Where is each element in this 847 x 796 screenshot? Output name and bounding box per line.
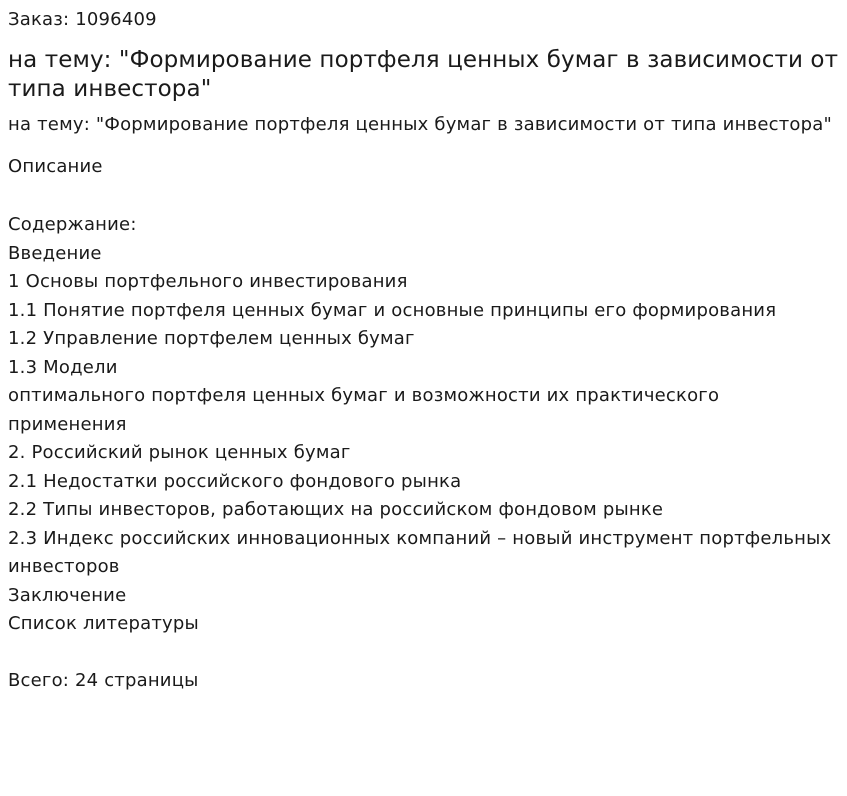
order-number: Заказ: 1096409 — [8, 9, 157, 30]
contents-spacer — [8, 639, 839, 668]
contents-item-1-1: 1.1 Понятие портфеля ценных бумаг и основные принципы его формирования — [8, 299, 777, 321]
contents-item-2-1: 2.1 Недостатки российского фондового рынка — [8, 470, 462, 492]
contents-item-bibliography: Список литературы — [8, 613, 199, 634]
contents-item-2: 2. Российский рынок ценных бумаг — [8, 442, 351, 463]
contents-item-1-2: 1.2 Управление портфелем ценных бумаг — [8, 328, 415, 349]
document-title: на тему: "Формирование портфеля ценных бумаг в зависимости от типа инвестора" — [8, 47, 839, 102]
contents-heading: Содержание: — [8, 214, 137, 235]
contents-item-1-3-continued: оптимального портфеля ценных бумаг и возможности их практического применения — [8, 385, 720, 435]
contents-item-1-3: 1.3 Модели — [8, 356, 118, 378]
document-subtitle: на тему: "Формирование портфеля ценных бумаг в зависимости от типа инвестора" — [8, 114, 832, 135]
contents-item-introduction: Введение — [8, 242, 102, 264]
contents-item-1: 1 Основы портфельного инвестирования — [8, 271, 408, 292]
page-count: Всего: 24 страницы — [8, 670, 199, 691]
contents-item-conclusion: Заключение — [8, 584, 127, 606]
table-of-contents — [8, 211, 839, 696]
contents-item-2-3: 2.3 Индекс российских инновационных компаний – новый инструмент портфельных инвесторов — [8, 527, 832, 577]
description-heading: Описание — [8, 156, 103, 177]
contents-item-2-2: 2.2 Типы инвесторов, работающих на российском фондовом рынке — [8, 499, 664, 520]
